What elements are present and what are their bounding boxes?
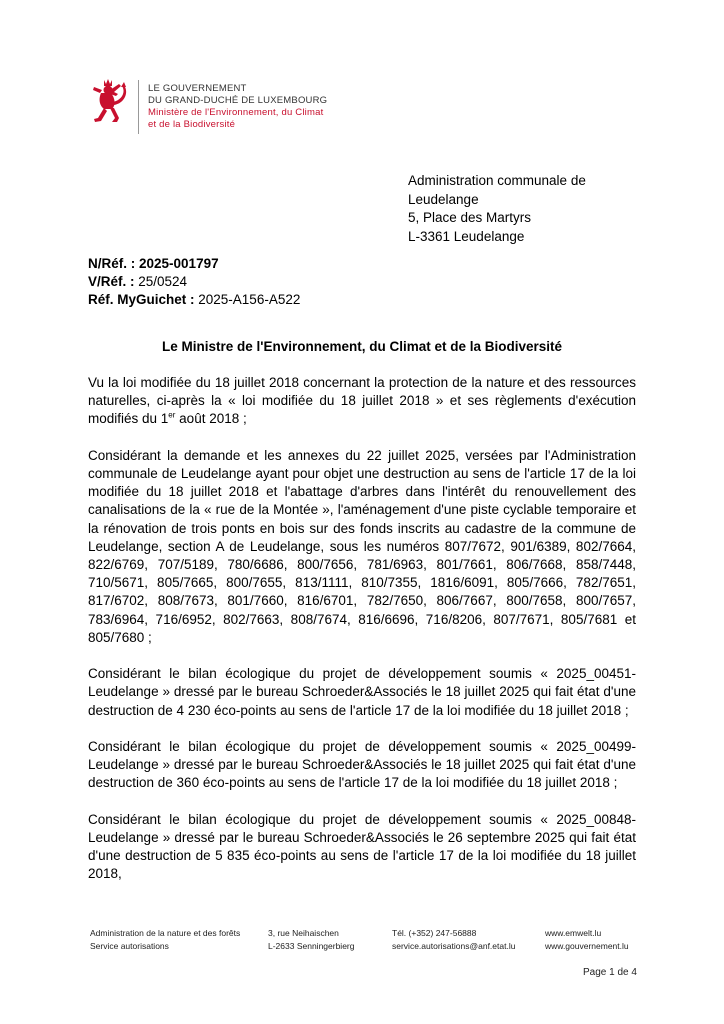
footer-contact xyxy=(392,927,515,952)
logo-divider xyxy=(138,80,139,134)
myguichet-reference xyxy=(88,291,300,309)
footer-service-name: Service autorisations xyxy=(90,940,169,951)
footer-phone: Tél. (+352) 247-56888 xyxy=(392,928,477,938)
paragraph-bilan-00848: Considérant le bilan écologique du projet de développement soumis « 2025_00848-Leudelange » dressé par le bureau Schroeder&Associés le 26 septembre 2025 qui fait état d'une destruction de 5 835 éco-points au sens de l'article 17 de la loi modifiée du 18 juillet 2018, xyxy=(88,811,636,882)
gov-line-2: DU GRAND-DUCHÉ DE LUXEMBOURG xyxy=(148,95,328,106)
document-title: Le Ministre de l'Environnement, du Climat et de la Biodiversité xyxy=(161,339,563,354)
footer-street: 3, rue Neihaischen xyxy=(268,928,339,938)
luxembourg-lion-logo xyxy=(88,78,130,131)
your-reference-label: V/Réf. : xyxy=(88,274,135,289)
our-reference xyxy=(88,255,300,273)
ministry-line-1: Ministère de l'Environnement, du Climat xyxy=(148,107,324,118)
our-reference-label: N/Réf. : xyxy=(88,256,140,271)
our-reference-value: 2025-001797 xyxy=(139,256,219,271)
references-block xyxy=(88,255,300,309)
document-body xyxy=(88,374,636,902)
myguichet-reference-label: Réf. MyGuichet : xyxy=(88,292,195,307)
myguichet-reference-value: 2025-A156-A522 xyxy=(194,292,301,307)
recipient-line-3: 5, Place des Martyrs xyxy=(408,210,532,225)
footer-admin-name: Administration de la nature et des forêts xyxy=(90,928,241,938)
your-reference-value: 25/0524 xyxy=(134,274,188,289)
recipient-address xyxy=(408,172,586,246)
government-header xyxy=(148,83,327,131)
recipient-line-1: Administration communale de xyxy=(408,173,586,188)
footer-city: L-2633 Senningerbierg xyxy=(268,940,355,951)
paragraph-law-reference xyxy=(88,374,636,429)
footer-website-gouvernement[interactable]: www.gouvernement.lu xyxy=(545,940,629,951)
ministry-line-2: et de la Biodiversité xyxy=(148,119,236,130)
paragraph-bilan-00451: Considérant le bilan écologique du projet de développement soumis « 2025_00451-Leudelange » dressé par le bureau Schroeder&Associés le 18 juillet 2025 qui fait état d'une destruction de 4 230 éco-points au sens de l'article 17 de la loi modifiée du 18 juillet 2018 ; xyxy=(88,666,636,718)
recipient-line-2: Leudelange xyxy=(408,191,479,207)
footer-email[interactable]: service.autorisations@anf.etat.lu xyxy=(392,940,516,951)
gov-line-1: LE GOUVERNEMENT xyxy=(148,83,247,94)
paragraph-bilan-00499: Considérant le bilan écologique du projet de développement soumis « 2025_00499-Leudelange » dressé par le bureau Schroeder&Associés le 18 juillet 2025 qui fait état d'une destruction de 360 éco-points au sens de l'article 17 de la loi modifiée du 18 juillet 2018 ; xyxy=(88,739,636,791)
paragraph-request: Considérant la demande et les annexes du 22 juillet 2025, versées par l'Administration communale de Leudelange ayant pour objet une destruction au sens de l'article 17 de la loi modifiée du 18 juillet 2018 et l'abattage d'arbres dans l'intérêt du renouvellement des canalisations de la « rue de la Montée », l'aménagement d'une piste cyclable temporaire et la rénovation de trois ponts en bois sur des fonds inscrits au cadastre de la commune de Leudelange, section A de Leudelange, sous les numéros 807/7672, 901/6389, 802/7664, 822/6769, 707/5189, 780/6686, 800/7656, 781/6963, 801/7661, 806/7668, 858/7448, 710/5671, 805/7665, 800/7655, 813/1111, 810/7355, 1816/6091, 805/7666, 782/7651, 817/6702, 808/7673, 801/7660, 816/6701, 782/7650, 806/7667, 800/7658, 800/7657, 783/6964, 716/6952, 802/7663, 808/7674, 816/6696, 716/8206, 807/7671, 805/7681 et 805/7680 ; xyxy=(88,447,636,645)
recipient-line-4: L-3361 Leudelange xyxy=(408,228,525,244)
footer-website-emwelt[interactable]: www.emwelt.lu xyxy=(545,928,602,938)
paragraph-1-text: Vu la loi modifiée du 18 juillet 2018 concernant la protection de la nature et des ressources naturelles, ci-après la « loi modifiée du 18 juillet 2018 » et ses règlements d'exécution modifiés du 1 xyxy=(88,375,636,427)
footer-address xyxy=(268,927,354,952)
your-reference xyxy=(88,273,300,291)
footer-websites xyxy=(545,927,629,952)
page-number: Page 1 de 4 xyxy=(583,967,637,978)
ordinal-superscript: er xyxy=(168,410,176,420)
paragraph-1-end: août 2018 ; xyxy=(175,411,247,427)
footer-administration xyxy=(90,927,240,952)
